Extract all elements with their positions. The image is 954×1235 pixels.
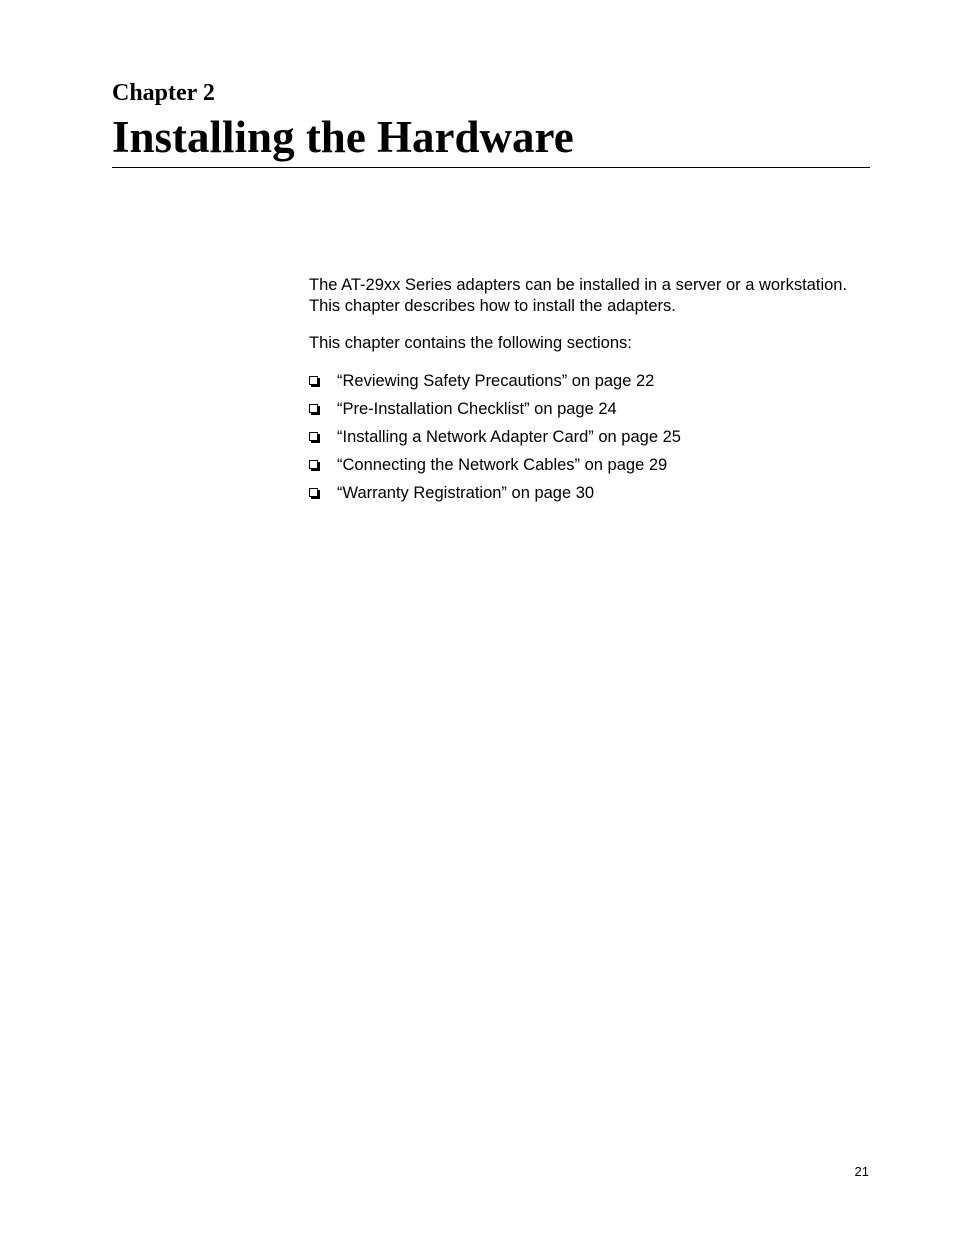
page-number: 21	[854, 1164, 869, 1179]
checkbox-bullet-icon	[309, 376, 318, 385]
title-rule	[112, 167, 870, 168]
section-link[interactable]: “Reviewing Safety Precautions” on page 22	[337, 372, 655, 390]
intro-line-1: The AT-29xx Series adapters can be installed in a server or a workstation.	[309, 276, 848, 294]
section-link[interactable]: “Pre-Installation Checklist” on page 24	[337, 400, 617, 418]
chapter-title: Installing the Hardware	[112, 112, 574, 162]
checkbox-bullet-icon	[309, 488, 318, 497]
checkbox-bullet-icon	[309, 404, 318, 413]
checkbox-bullet-icon	[309, 432, 318, 441]
chapter-number: Chapter 2	[112, 80, 215, 106]
list-item	[309, 427, 879, 455]
checkbox-bullet-icon	[309, 460, 318, 469]
section-list	[309, 371, 879, 511]
section-link[interactable]: “Warranty Registration” on page 30	[337, 484, 595, 502]
list-item	[309, 371, 879, 399]
sections-lead: This chapter contains the following sections:	[309, 334, 632, 352]
intro-line-2: This chapter describes how to install the adapters.	[309, 297, 676, 315]
section-link[interactable]: “Installing a Network Adapter Card” on page 25	[337, 428, 681, 446]
list-item	[309, 483, 879, 511]
section-link[interactable]: “Connecting the Network Cables” on page 29	[337, 456, 668, 474]
list-item	[309, 455, 879, 483]
body-column	[309, 275, 879, 511]
intro-paragraph	[309, 275, 879, 317]
list-item	[309, 399, 879, 427]
